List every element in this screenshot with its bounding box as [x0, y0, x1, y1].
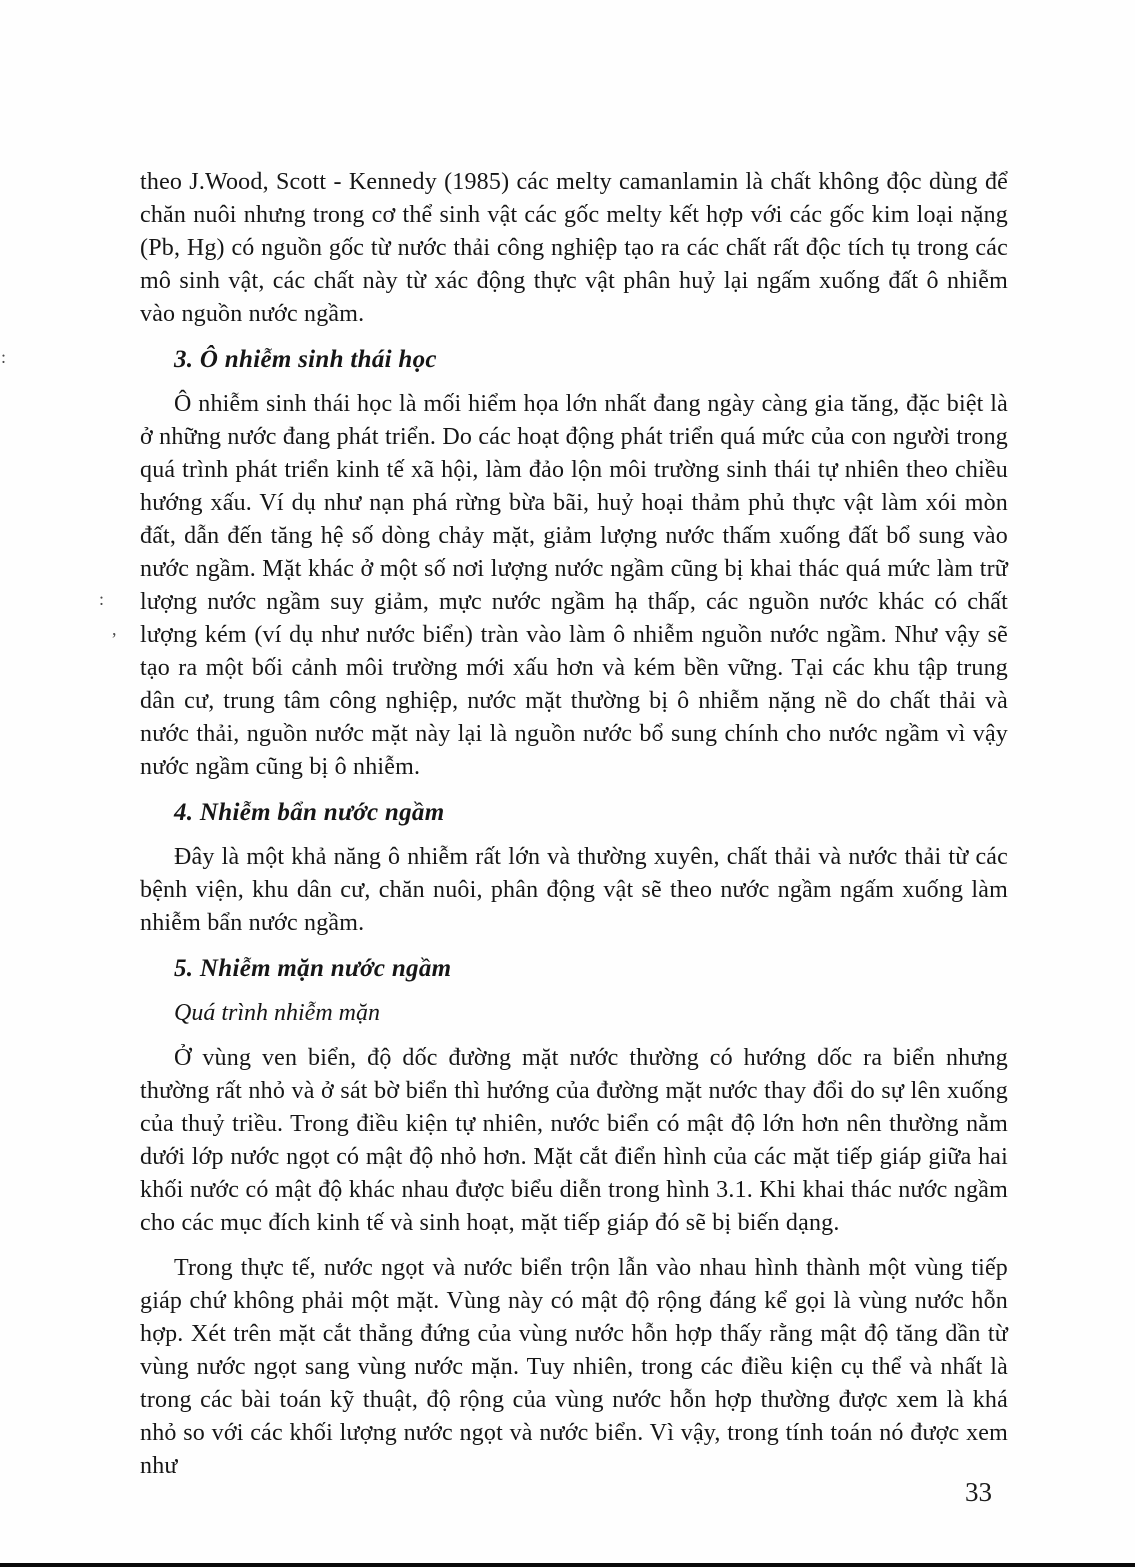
scan-speck: : — [1, 347, 7, 367]
section-heading-groundwater-contamination: 4. Nhiễm bẩn nước ngầm — [174, 799, 445, 826]
section-heading-ecological-pollution: 3. Ô nhiễm sinh thái học — [174, 346, 437, 373]
scan-edge-artifact — [0, 1563, 1135, 1567]
scan-speck: : — [99, 589, 105, 609]
subsection-heading-salinization-process: Quá trình nhiễm mặn — [174, 1000, 380, 1026]
page-number: 33 — [965, 1477, 992, 1507]
paragraph-groundwater-contamination: Đây là một khả năng ô nhiễm rất lớn và thường xuyên, chất thải và nước thải từ các bệnh viện, khu dân cư, chăn nuôi, phân động vật sẽ theo nước ngầm ngấm xuống làm nhiễm bẩn nước ngầm. — [140, 844, 1008, 936]
section-heading-saline-intrusion: 5. Nhiễm mặn nước ngầm — [174, 955, 452, 982]
scan-speck: , — [112, 619, 117, 639]
paragraph-heavy-metals: theo J.Wood, Scott - Kennedy (1985) các melty camanlamin là chất không độc dùng để chăn nuôi nhưng trong cơ thể sinh vật các gốc melty kết hợp với các gốc kim loại nặng (Pb, Hg) có nguồn gốc từ nước thải công nghiệp tạo ra các chất rất độc tích tụ trong các mô sinh vật, các chất này từ xác động thực vật phân huỷ lại ngấm xuống đất ô nhiễm vào nguồn nước ngầm. — [140, 169, 1008, 327]
paragraph-mixing-zone: Trong thực tế, nước ngọt và nước biển trộn lẫn vào nhau hình thành một vùng tiếp giáp chứ không phải một mặt. Vùng này có mật độ rộng đáng kể gọi là vùng nước hỗn hợp. Xét trên mặt cắt thẳng đứng của vùng nước hỗn hợp thấy rằng mật độ tăng dần từ vùng nước ngọt sang vùng nước mặn. Tuy nhiên, trong các điều kiện cụ thể và nhất là trong các bài toán kỹ thuật, độ rộng của vùng nước hỗn hợp thường được xem là khá nhỏ so với các khối lượng nước ngọt và nước biển. Vì vậy, trong tính toán nó được xem như — [140, 1255, 1008, 1479]
paragraph-ecological-pollution: Ô nhiễm sinh thái học là mối hiểm họa lớn nhất đang ngày càng gia tăng, đặc biệt là ở những nước đang phát triển. Do các hoạt động phát triển quá mức của con người trong quá trình phát triển kinh tế xã hội, làm đảo lộn môi trường sinh thái tự nhiên theo chiều hướng xấu. Ví dụ như nạn phá rừng bừa bãi, huỷ hoại thảm phủ thực vật làm xói mòn đất, dẫn đến tăng hệ số dòng chảy mặt, giảm lượng nước thấm xuống đất bổ sung vào nước ngầm. Mặt khác ở một số nơi lượng nước ngầm cũng bị khai thác quá mức làm trữ lượng nước ngầm suy giảm, mực nước ngầm hạ thấp, các nguồn nước khác có chất lượng kém (ví dụ như nước biển) tràn vào làm ô nhiễm nguồn nước ngầm. Như vậy sẽ tạo ra một bối cảnh môi trường mới xấu hơn và kém bền vững. Tại các khu tập trung dân cư, trung tâm công nghiệp, nước mặt thường bị ô nhiễm nặng nề do chất thải và nước thải, nguồn nước mặt này lại là nguồn nước bổ sung chính cho nước ngầm vì vậy nước ngầm cũng bị ô nhiễm. — [140, 391, 1008, 780]
paragraph-coastal-interface: Ở vùng ven biển, độ dốc đường mặt nước thường có hướng dốc ra biển nhưng thường rất nhỏ và ở sát bờ biển thì hướng của đường mặt nước thay đổi do sự lên xuống của thuỷ triều. Trong điều kiện tự nhiên, nước biển có mật độ lớn hơn nên thường nằm dưới lớp nước ngọt có mật độ nhỏ hơn. Mặt cắt điển hình của các mặt tiếp giáp giữa hai khối nước có mật độ khác nhau được biểu diễn trong hình 3.1. Khi khai thác nước ngầm cho các mục đích kinh tế và sinh hoạt, mặt tiếp giáp đó sẽ bị biến dạng. — [140, 1045, 1008, 1236]
